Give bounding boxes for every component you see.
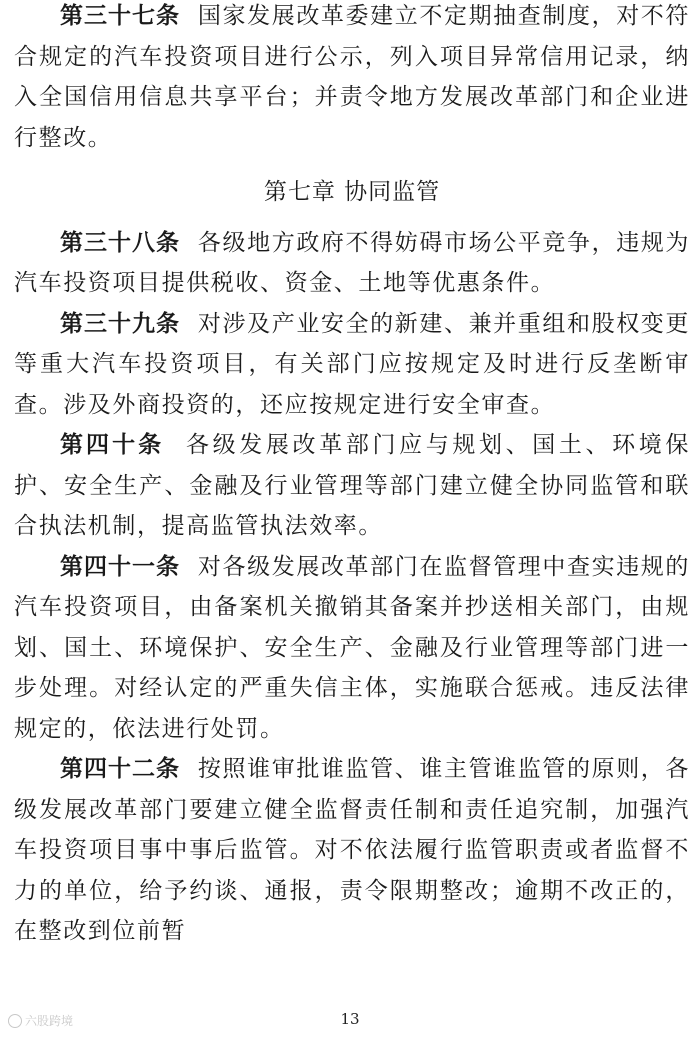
article-37-paragraph [14, 0, 690, 158]
article-40-number: 第四十条 [60, 432, 165, 458]
article-37-number: 第三十七条 [60, 3, 181, 29]
article-42-paragraph [14, 749, 690, 952]
article-40-text: 各级发展改革部门应与规划、国土、环境保护、安全生产、金融及行业管理等部门建立健全协同监管和联合执法机制，提高监管执法效率。 [14, 432, 691, 539]
article-41-number: 第四十一条 [60, 553, 181, 580]
article-41-paragraph [14, 547, 690, 750]
chapter-heading: 第七章 协同监管 [263, 179, 441, 205]
article-39-paragraph [14, 304, 690, 426]
article-39-text: 对涉及产业安全的新建、兼并重组和股权变更等重大汽车投资项目，有关部门应按规定及时进行反垄断审查。涉及外商投资的，还应按规定进行安全审查。 [14, 310, 691, 418]
article-38-paragraph [14, 223, 690, 304]
article-42-number: 第四十二条 [60, 756, 181, 782]
article-41-text: 对各级发展改革部门在监督管理中查实违规的汽车投资项目，由备案机关撤销其备案并抄送相关部门，由规划、国土、环境保护、安全生产、金融及行业管理等部门进一步处理。对经认定的严重失信主体，实施联合惩戒。违反法律规定的，依法进行处罚。 [14, 553, 691, 742]
page-number: 13 [340, 1010, 360, 1028]
page-body [14, 0, 690, 952]
watermark-text: 六股跨境 [25, 1014, 74, 1028]
article-37-text: 国家发展改革委建立不定期抽查制度，对不符合规定的汽车投资项目进行公示，列入项目异常信用记录，纳入全国信用信息共享平台；并责令地方发展改革部门和企业进行整改。 [14, 3, 691, 151]
article-38-text: 各级地方政府不得妨碍市场公平竞争，违规为汽车投资项目提供税收、资金、土地等优惠条件。 [14, 229, 691, 296]
article-40-paragraph [14, 425, 690, 547]
article-39-number: 第三十九条 [60, 310, 181, 337]
article-38-number: 第三十八条 [60, 229, 181, 256]
article-42-text: 按照谁审批谁监管、谁主管谁监管的原则，各级发展改革部门要建立健全监督责任制和责任追究制，加强汽车投资项目事中事后监管。对不依法履行监管职责或者监督不力的单位，给予约谈、通报，责令限期整改；逾期不改正的，在整改到位前暂 [14, 756, 691, 944]
